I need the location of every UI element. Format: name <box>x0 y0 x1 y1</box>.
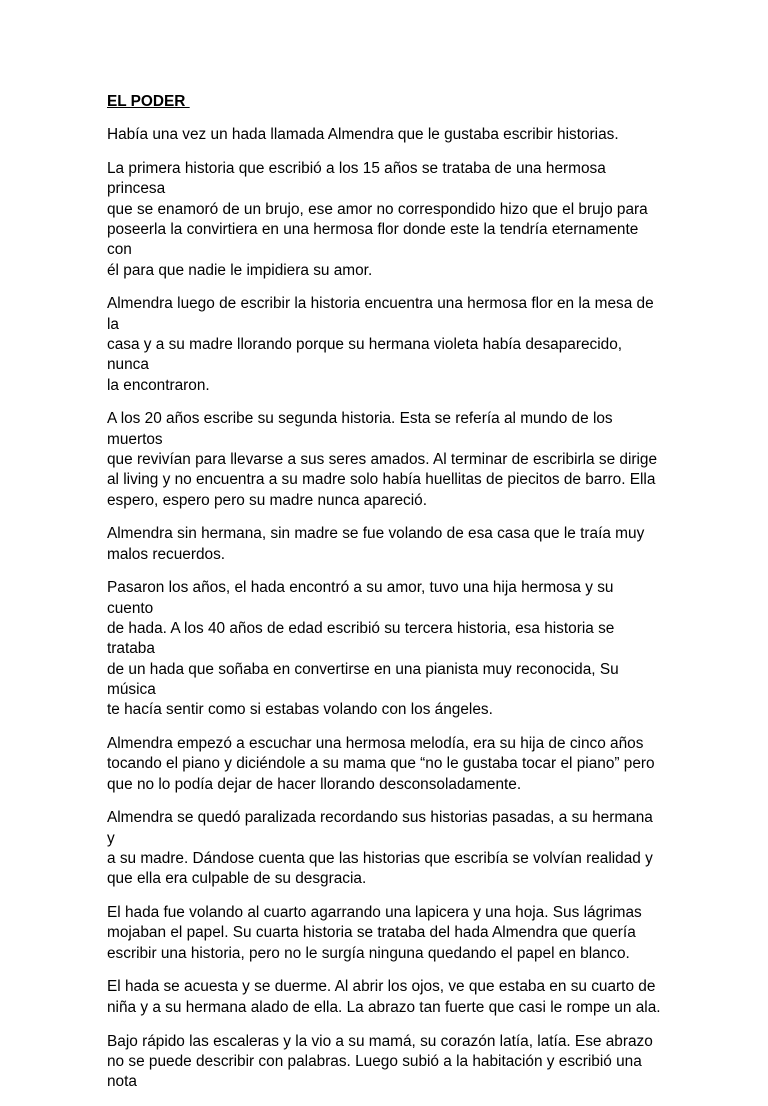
paragraph-8: Almendra se quedó paralizada recordando sus historias pasadas, a su hermana y a su madre. Dándose cuenta que las historias que escribía se volvían realidad y que ella era culpable de su desgracia. <box>107 809 653 888</box>
document-title: EL PODER <box>107 93 190 110</box>
paragraph-3: Almendra luego de escribir la historia encuentra una hermosa flor en la mesa de la casa y a su madre llorando porque su hermana violeta había desaparecido, nunca la encontraron. <box>107 295 654 394</box>
paragraph-1: Había una vez un hada llamada Almendra que le gustaba escribir historias. <box>107 126 619 144</box>
paragraph-6: Pasaron los años, el hada encontró a su amor, tuvo una hija hermosa y su cuento de hada. A los 40 años de edad escribió su tercera historia, esa historia se trataba de un hada que soñaba en convertirse en una pianista muy reconocida, Su música te hacía sentir como si estabas volando con los ángeles. <box>107 579 619 719</box>
paragraph-11: Bajo rápido las escaleras y la vio a su mamá, su corazón latía, latía. Ese abrazo no se puede describir con palabras. Luego subió a la habitación y escribió una nota <box>107 1032 653 1091</box>
paragraph-2: La primera historia que escribió a los 15 años se trataba de una hermosa princesa que se enamoró de un brujo, ese amor no correspondido hizo que el brujo para poseerla la convirtiera en una hermosa flor donde este la tendría eternamente con él para que nadie le impidiera su amor. <box>107 160 648 279</box>
paragraph-4: A los 20 años escribe su segunda historia. Esta se refería al mundo de los muertos que revivían para llevarse a sus seres amados. Al terminar de escribirla se dirige al living y no encuentra a su madre solo había huellitas de piecitos de barro. Ella espero, espero pero su madre nunca apareció. <box>107 410 658 509</box>
paragraph-10: El hada se acuesta y se duerme. Al abrir los ojos, ve que estaba en su cuarto de niña y a su hermana alado de ella. La abrazo tan fuerte que casi le rompe un ala. <box>107 978 661 1016</box>
document-page <box>107 92 663 1106</box>
paragraph-5: Almendra sin hermana, sin madre se fue volando de esa casa que le traía muy malos recuerdos. <box>107 525 645 563</box>
paragraph-7: Almendra empezó a escuchar una hermosa melodía, era su hija de cinco años tocando el piano y diciéndole a su mama que “no le gustaba tocar el piano” pero que no lo podía dejar de hacer llorando desconsoladamente. <box>107 735 655 793</box>
paragraph-9: El hada fue volando al cuarto agarrando una lapicera y una hoja. Sus lágrimas mojaban el papel. Su cuarta historia se trataba del hada Almendra que quería escribir una historia, pero no le surgía ninguna quedando el papel en blanco. <box>107 904 642 962</box>
